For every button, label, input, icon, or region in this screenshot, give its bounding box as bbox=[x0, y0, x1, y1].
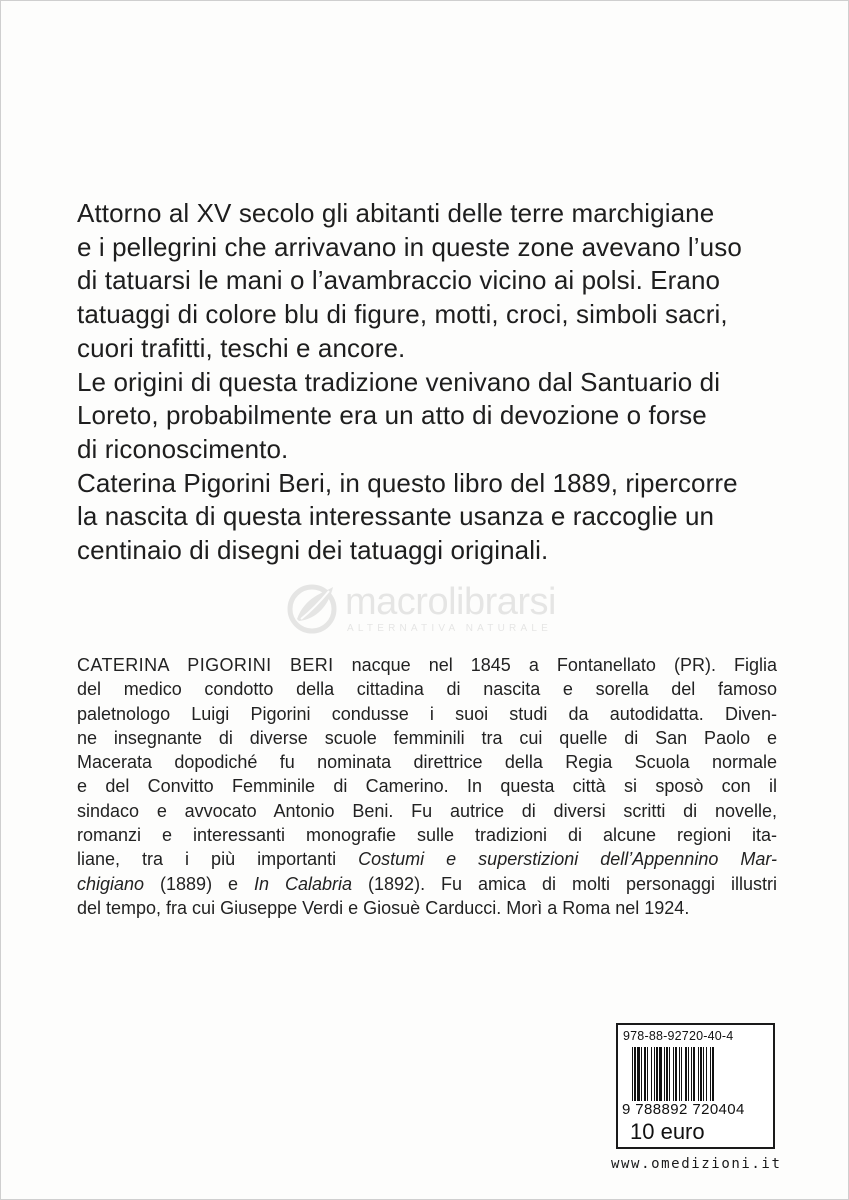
blurb-line: di riconoscimento. bbox=[77, 433, 289, 464]
bio-line: del medico condotto della cittadina di nascita e sorella del famoso bbox=[77, 679, 777, 700]
bio-line bbox=[77, 847, 777, 871]
watermark-brand: macrolibrarsi bbox=[345, 581, 556, 623]
bio-line bbox=[77, 872, 777, 896]
blurb-line: Loreto, probabilmente era un atto di devozione o forse bbox=[77, 400, 707, 431]
bio-line: paletnologo Luigi Pigorini condusse i suoi studi da autodidatta. Diven- bbox=[77, 703, 777, 724]
blurb-line: Le origini di questa tradizione venivano dal Santuario di bbox=[77, 366, 721, 397]
blurb-line: Attorno al XV secolo gli abitanti delle terre marchigiane bbox=[77, 198, 715, 228]
price-label: 10 euro bbox=[630, 1119, 705, 1144]
author-bio bbox=[77, 653, 777, 920]
bio-line: e del Convitto Femminile di Camerino. In questa città si sposò con il bbox=[77, 776, 777, 797]
blurb-line: la nascita di questa interessante usanza e raccoglie un bbox=[77, 501, 715, 532]
book-title: Costumi e superstizioni dell’Appennino Mar- bbox=[358, 849, 778, 870]
blurb-line: tatuaggi di colore blu di figure, motti, croci, simboli sacri, bbox=[77, 299, 728, 330]
macrolibrarsi-watermark bbox=[283, 579, 583, 639]
barcode-icon bbox=[632, 1047, 764, 1101]
isbn-number: 978-88-92720-40-4 bbox=[623, 1029, 734, 1043]
leaf-circle-icon bbox=[283, 579, 341, 637]
blurb-line: di tatuarsi le mani o l’avambraccio vicino ai polsi. Erano bbox=[77, 265, 721, 296]
bio-line: sindaco e avvocato Antonio Beni. Fu autrice di diversi scritti di novelle, bbox=[77, 800, 777, 821]
publisher-website: www.omedizioni.it bbox=[611, 1156, 782, 1172]
barcode-box bbox=[616, 1023, 775, 1149]
author-name: CATERINA PIGORINI BERI bbox=[77, 655, 334, 675]
book-title: In Calabria bbox=[254, 873, 353, 894]
bio-line: romanzi e interessanti monografie sulle tradizioni di alcune regioni ita- bbox=[77, 825, 777, 846]
blurb-line: Caterina Pigorini Beri, in questo libro del 1889, ripercorre bbox=[77, 467, 738, 498]
blurb-line: centinaio di disegni dei tatuaggi originali. bbox=[77, 535, 549, 566]
bio-line bbox=[77, 653, 777, 677]
bio-text: liane, tra i più importanti bbox=[77, 849, 359, 870]
blurb-text bbox=[77, 197, 777, 568]
blurb-line: cuori trafitti, teschi e ancore. bbox=[77, 332, 406, 363]
watermark-tagline: ALTERNATIVA NATURALE bbox=[347, 623, 552, 634]
bio-text: (1889) e bbox=[144, 873, 255, 894]
blurb-line: e i pellegrini che arrivavano in queste zone avevano l’uso bbox=[77, 231, 742, 262]
book-title: chigiano bbox=[77, 873, 145, 894]
bio-line: Macerata dopodiché fu nominata direttrice della Regia Scuola normale bbox=[77, 752, 777, 773]
bio-line: ne insegnante di diverse scuole femminili tra cui quelle di San Paolo e bbox=[77, 727, 777, 748]
bio-text: (1892). Fu amica di molti personaggi illustri bbox=[352, 873, 778, 894]
ean-number: 9 788892 720404 bbox=[622, 1101, 745, 1118]
bio-line: del tempo, fra cui Giuseppe Verdi e Giosuè Carducci. Morì a Roma nel 1924. bbox=[77, 897, 690, 918]
bio-text: nacque nel 1845 a Fontanellato (PR). Figlia bbox=[333, 655, 777, 675]
